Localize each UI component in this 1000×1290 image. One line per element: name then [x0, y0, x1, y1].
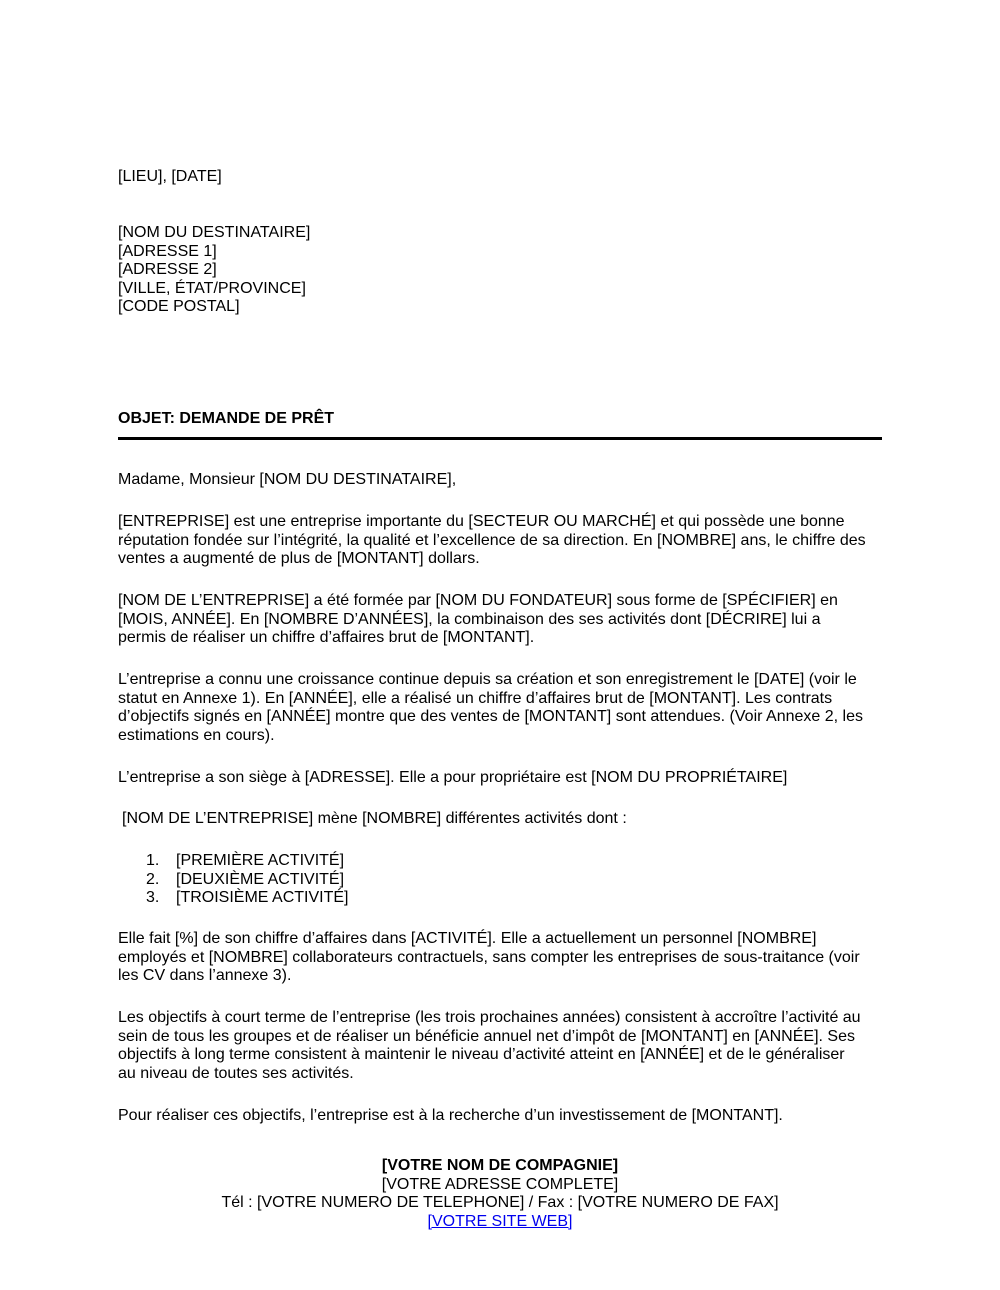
- paragraph-line: les CV dans l’annexe 3).: [118, 967, 292, 984]
- company-address: [VOTRE ADRESSE COMPLETE]: [381, 1175, 619, 1193]
- recipient-address-1: [ADRESSE 1]: [118, 242, 217, 260]
- salutation: Madame, Monsieur [NOM DU DESTINATAIRE],: [118, 471, 457, 488]
- paragraph-line: Pour réaliser ces objectifs, l’entreprise est à la recherche d’un investissement de [MONTANT].: [118, 1107, 783, 1124]
- paragraph-company-founding: [118, 592, 882, 648]
- company-website-link[interactable]: [VOTRE SITE WEB]: [427, 1212, 573, 1230]
- paragraph-investment: [118, 1107, 882, 1126]
- paragraph-objectives: [118, 1009, 882, 1083]
- paragraph-line: Elle fait [%] de son chiffre d’affaires dans [ACTIVITÉ]. Elle a actuellement un personnel [NOMBRE]: [118, 930, 817, 947]
- recipient-postal-code: [CODE POSTAL]: [118, 298, 240, 315]
- paragraph-company-overview: [118, 513, 882, 569]
- signature-block: [118, 1157, 882, 1231]
- list-item: [146, 889, 348, 908]
- paragraph-line: employés et [NOMBRE] collaborateurs contractuels, sans compter les entreprises de sous-traitance (voir: [118, 948, 860, 966]
- place-date: [LIEU], [DATE]: [118, 168, 222, 185]
- list-item-label: [PREMIÈRE ACTIVITÉ]: [176, 852, 345, 869]
- paragraph-revenue-staff: [118, 930, 882, 986]
- list-item-number: 3.: [146, 889, 160, 906]
- subject-divider: [118, 437, 882, 440]
- paragraph-line: réputation fondée sur l’intégrité, la qualité et l’excellence de sa direction. En [NOMBRE] ans, le chiffre des: [118, 531, 866, 549]
- company-name: [VOTRE NOM DE COMPAGNIE]: [381, 1157, 619, 1174]
- paragraph-line: ventes a augmenté de plus de [MONTANT] dollars.: [118, 550, 480, 567]
- paragraph-line: permis de réaliser un chiffre d’affaires brut de [MONTANT].: [118, 629, 535, 646]
- paragraph-line: [MOIS, ANNÉE]. En [NOMBRE D’ANNÉES], la combinaison des ses activités dont [DÉCRIRE] lui a: [118, 610, 821, 628]
- paragraph-line: [NOM DE L’ENTREPRISE] a été formée par [NOM DU FONDATEUR] sous forme de [SPÉCIFIER] en: [118, 592, 838, 609]
- recipient-city-state: [VILLE, ÉTAT/PROVINCE]: [118, 279, 306, 297]
- list-item: [146, 852, 348, 871]
- company-contact: Tél : [VOTRE NUMERO DE TELEPHONE] / Fax : [VOTRE NUMERO DE FAX]: [221, 1194, 779, 1211]
- recipient-name: [NOM DU DESTINATAIRE]: [118, 224, 311, 241]
- recipient-address-block: [118, 224, 310, 317]
- list-item-number: 2.: [146, 870, 160, 888]
- paragraph-line: Les objectifs à court terme de l’entreprise (les trois prochaines années) consistent à accroître l’activité au: [118, 1009, 861, 1026]
- paragraph-activities-intro: [122, 810, 886, 829]
- paragraph-line: estimations en cours).: [118, 726, 275, 744]
- paragraph-headquarters: [118, 769, 882, 788]
- paragraph-line: au niveau de toutes ses activités.: [118, 1064, 354, 1082]
- paragraph-line: objectifs à long terme consistent à maintenir le niveau d’activité atteint en [ANNÉE] et de le généraliser: [118, 1046, 845, 1063]
- paragraph-line: [ENTREPRISE] est une entreprise importante du [SECTEUR OU MARCHÉ] et qui possède une bonne: [118, 513, 845, 530]
- paragraph-line: sein de tous les groupes et de réaliser un bénéficie annuel net d’impôt de [MONTANT] en [ANNÉE]. Ses: [118, 1027, 855, 1045]
- paragraph-line: [NOM DE L’ENTREPRISE] mène [NOMBRE] différentes activités dont :: [122, 810, 627, 827]
- paragraph-line: d’objectifs signés en [ANNÉE] montre que des ventes de [MONTANT] sont attendues. (Voir Annexe 2, les: [118, 708, 863, 725]
- recipient-address-2: [ADRESSE 2]: [118, 261, 217, 278]
- subject-line: OBJET: DEMANDE DE PRÊT: [118, 410, 335, 427]
- paragraph-company-growth: [118, 671, 882, 745]
- list-item-label: [DEUXIÈME ACTIVITÉ]: [176, 870, 345, 888]
- activities-list: [146, 852, 348, 908]
- paragraph-line: L’entreprise a son siège à [ADRESSE]. Elle a pour propriétaire est [NOM DU PROPRIÉTAIRE]: [118, 769, 788, 786]
- list-item: [146, 871, 348, 890]
- paragraph-line: statut en Annexe 1). En [ANNÉE], elle a réalisé un chiffre d’affaires brut de [MONTANT]. Les contrats: [118, 689, 833, 707]
- list-item-label: [TROISIÈME ACTIVITÉ]: [176, 889, 349, 906]
- paragraph-line: L’entreprise a connu une croissance continue depuis sa création et son enregistrement le [DATE] (voir le: [118, 671, 857, 688]
- list-item-number: 1.: [146, 852, 160, 869]
